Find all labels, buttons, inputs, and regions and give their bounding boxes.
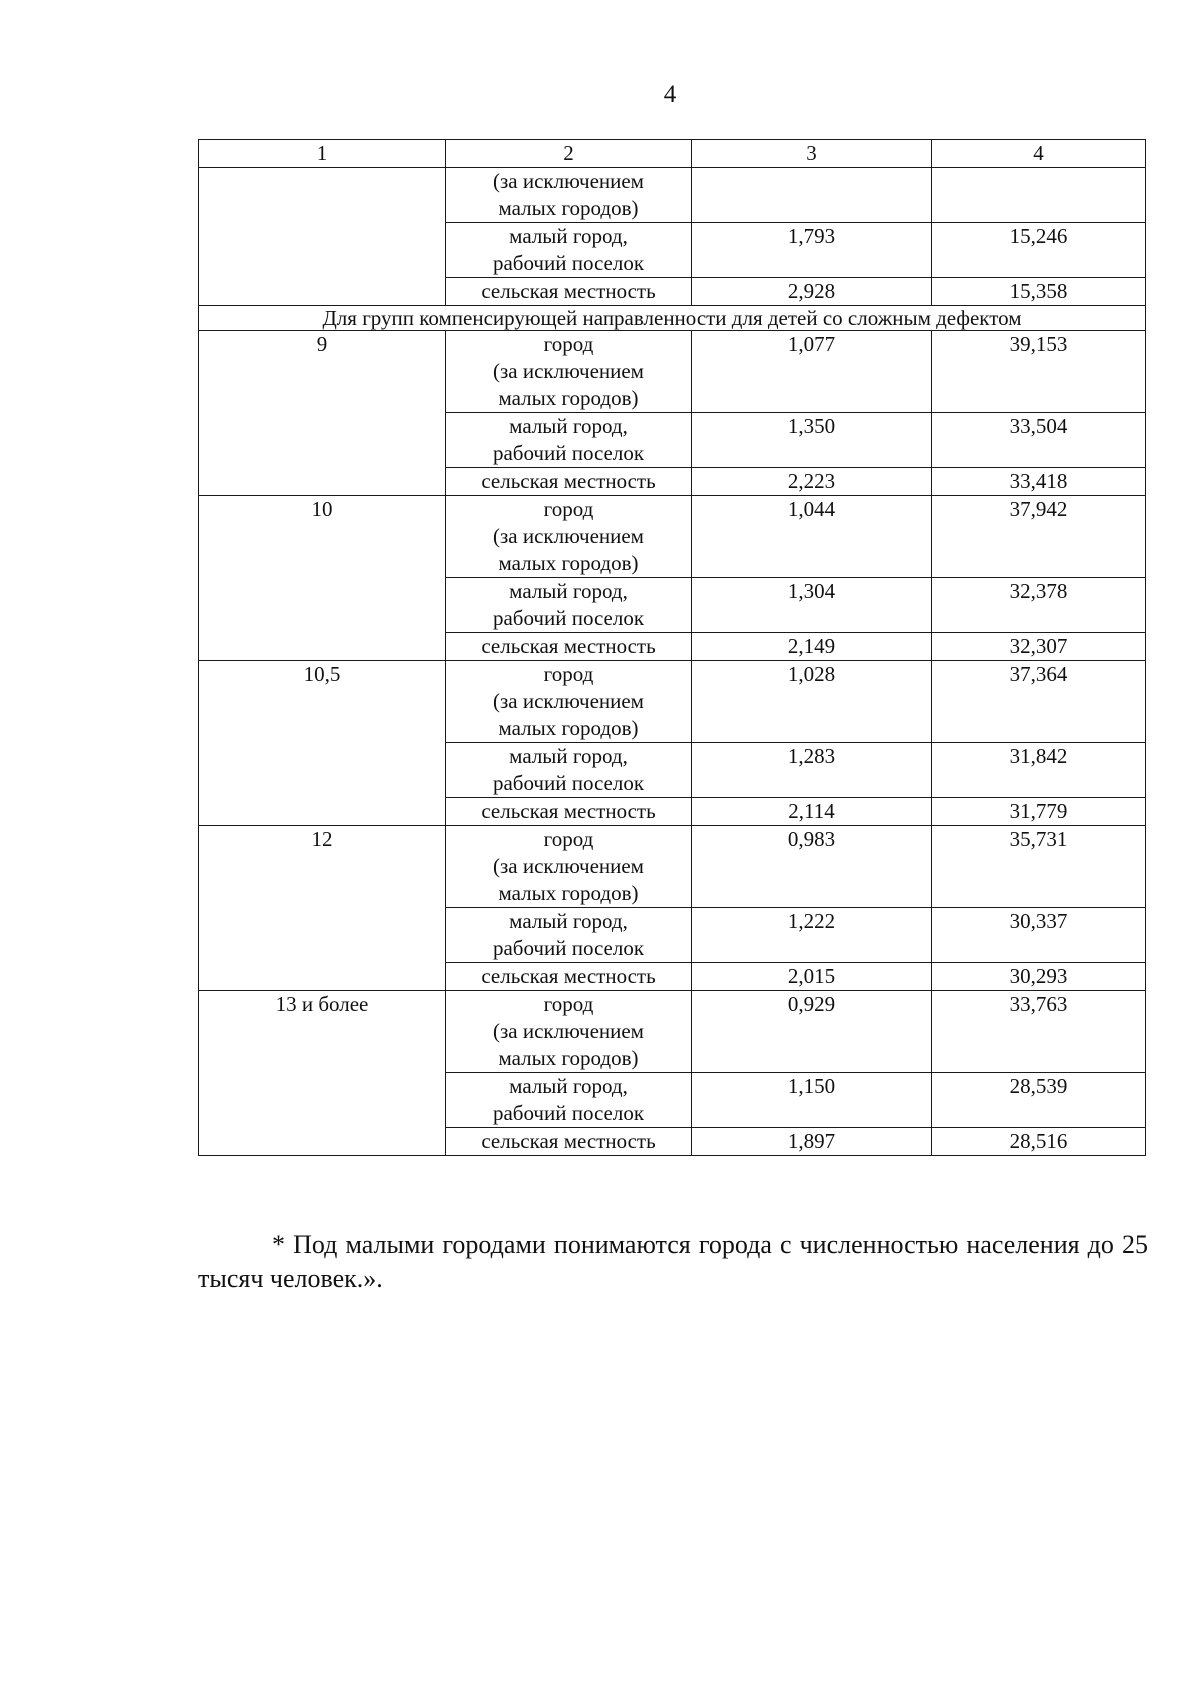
group-label-cell: 12 (199, 826, 446, 991)
coefficient-cell: 0,929 (692, 991, 932, 1073)
coefficient-cell: 1,044 (692, 496, 932, 578)
coefficient-cell: 1,350 (692, 413, 932, 468)
coefficient-cell: 1,222 (692, 908, 932, 963)
value-cell: 31,779 (932, 798, 1146, 826)
coefficient-cell: 2,149 (692, 633, 932, 661)
coefficient-cell: 2,928 (692, 278, 932, 306)
section-row (199, 306, 1146, 331)
coefficient-cell: 2,114 (692, 798, 932, 826)
coefficient-cell: 1,150 (692, 1073, 932, 1128)
table-row (199, 331, 1146, 413)
locality-cell: сельская местность (446, 798, 692, 826)
value-cell: 28,516 (932, 1128, 1146, 1156)
group-label-cell: 10,5 (199, 661, 446, 826)
locality-cell: малый город, рабочий поселок (446, 743, 692, 798)
locality-cell: малый город, рабочий поселок (446, 908, 692, 963)
value-cell: 37,364 (932, 661, 1146, 743)
locality-cell: малый город, рабочий поселок (446, 1073, 692, 1128)
locality-cell: город (за исключением малых городов) (446, 991, 692, 1073)
group-label-cell (199, 168, 446, 306)
coefficient-cell (692, 168, 932, 223)
value-cell: 31,842 (932, 743, 1146, 798)
value-cell: 15,246 (932, 223, 1146, 278)
locality-cell: сельская местность (446, 468, 692, 496)
footnote-text: * Под малыми городами понимаются города с численностью населения до 25 тысяч человек.». (198, 1230, 1148, 1293)
column-header-4: 4 (932, 140, 1146, 168)
locality-cell: малый город, рабочий поселок (446, 413, 692, 468)
section-title: Для групп компенсирующей направленности для детей со сложным дефектом (199, 306, 1146, 331)
footnote (198, 1228, 1148, 1296)
table-row (199, 661, 1146, 743)
value-cell: 35,731 (932, 826, 1146, 908)
locality-cell: малый город, рабочий поселок (446, 223, 692, 278)
value-cell: 33,763 (932, 991, 1146, 1073)
coefficient-cell: 2,015 (692, 963, 932, 991)
table-row (199, 168, 1146, 223)
value-cell: 15,358 (932, 278, 1146, 306)
value-cell: 32,378 (932, 578, 1146, 633)
value-cell: 33,504 (932, 413, 1146, 468)
column-header-3: 3 (692, 140, 932, 168)
locality-cell: сельская местность (446, 278, 692, 306)
data-table (198, 139, 1146, 1156)
coefficient-cell: 1,028 (692, 661, 932, 743)
coefficient-cell: 1,304 (692, 578, 932, 633)
value-cell: 37,942 (932, 496, 1146, 578)
value-cell: 30,337 (932, 908, 1146, 963)
group-label-cell: 9 (199, 331, 446, 496)
group-label-cell: 13 и более (199, 991, 446, 1156)
locality-cell: город (за исключением малых городов) (446, 331, 692, 413)
coefficient-cell: 1,283 (692, 743, 932, 798)
coefficient-cell: 1,793 (692, 223, 932, 278)
coefficient-cell: 1,897 (692, 1128, 932, 1156)
group-label-cell: 10 (199, 496, 446, 661)
value-cell: 39,153 (932, 331, 1146, 413)
value-cell: 33,418 (932, 468, 1146, 496)
value-cell (932, 168, 1146, 223)
coefficient-cell: 0,983 (692, 826, 932, 908)
locality-cell: сельская местность (446, 633, 692, 661)
locality-cell: малый город, рабочий поселок (446, 578, 692, 633)
locality-cell: город (за исключением малых городов) (446, 826, 692, 908)
locality-cell: (за исключением малых городов) (446, 168, 692, 223)
value-cell: 30,293 (932, 963, 1146, 991)
locality-cell: город (за исключением малых городов) (446, 496, 692, 578)
header-row (199, 140, 1146, 168)
value-cell: 32,307 (932, 633, 1146, 661)
column-header-2: 2 (446, 140, 692, 168)
coefficient-cell: 1,077 (692, 331, 932, 413)
page-number: 4 (663, 81, 677, 108)
locality-cell: сельская местность (446, 963, 692, 991)
table-row (199, 991, 1146, 1073)
locality-cell: город (за исключением малых городов) (446, 661, 692, 743)
table-body (199, 140, 1146, 1156)
column-header-1: 1 (199, 140, 446, 168)
locality-cell: сельская местность (446, 1128, 692, 1156)
table-row (199, 826, 1146, 908)
coefficient-cell: 2,223 (692, 468, 932, 496)
table-row (199, 496, 1146, 578)
value-cell: 28,539 (932, 1073, 1146, 1128)
